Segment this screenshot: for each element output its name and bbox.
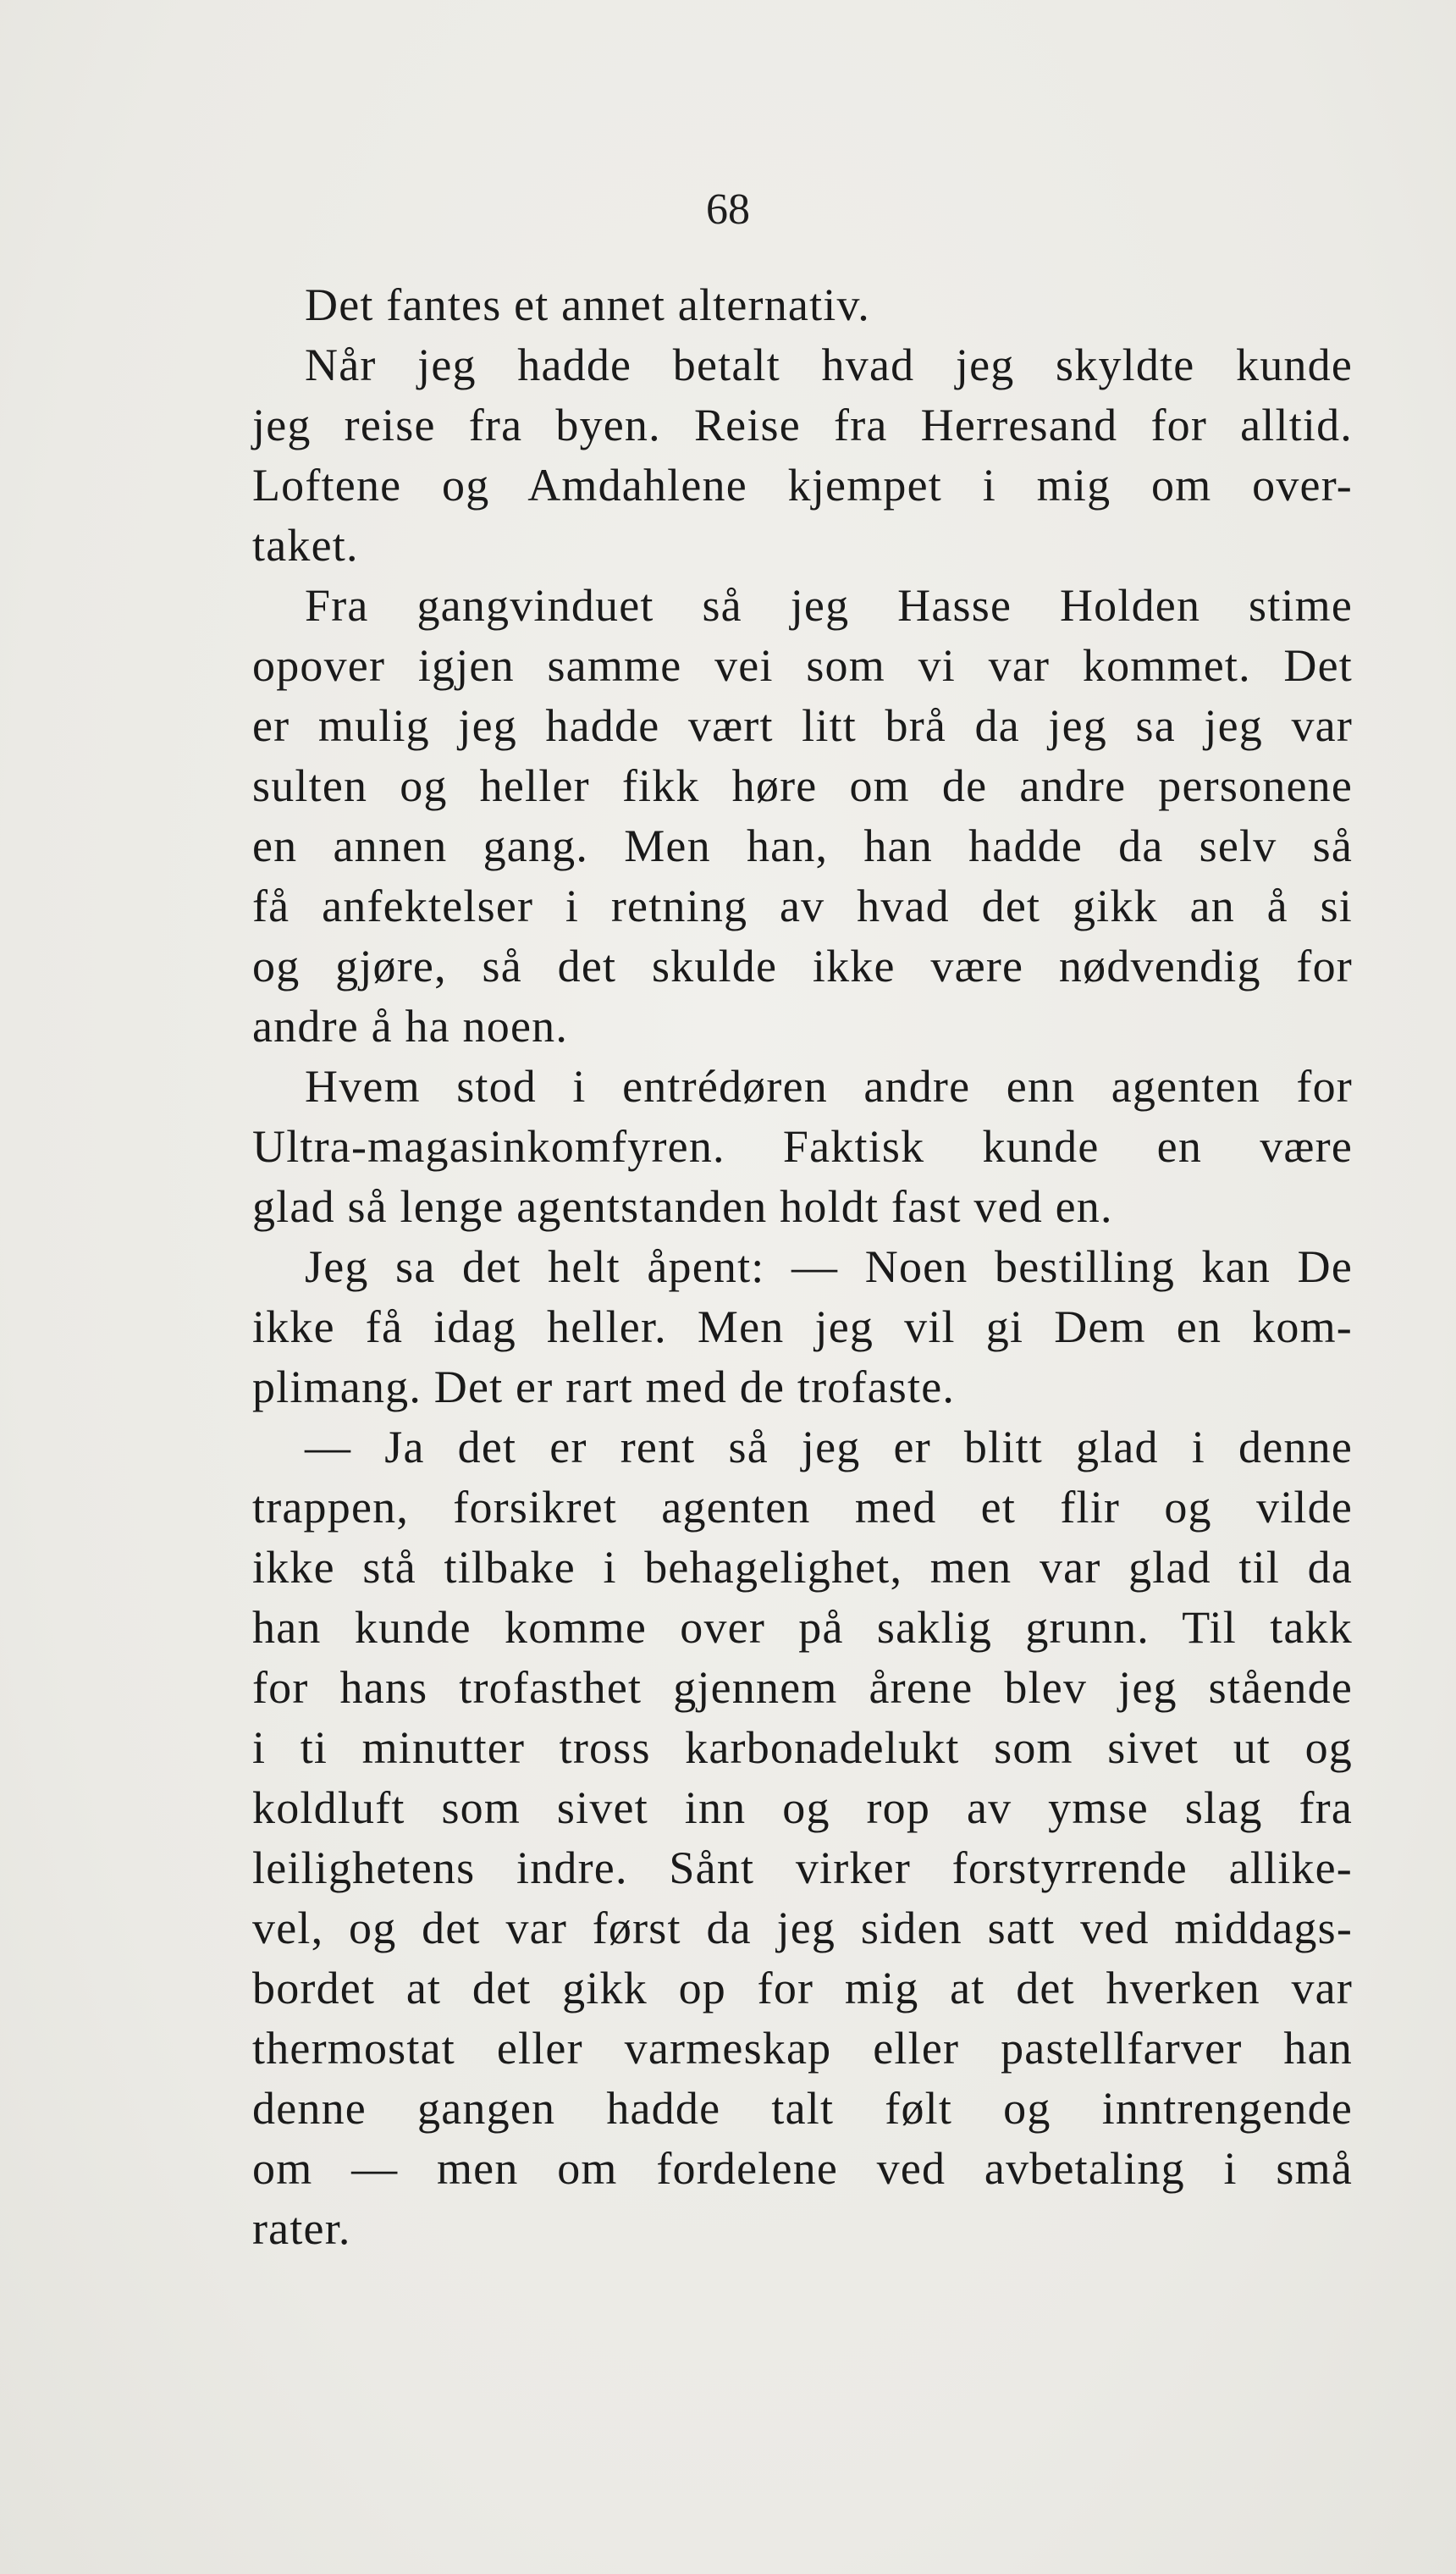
text-line: er mulig jeg hadde vært litt brå da jeg sa jeg var (252, 700, 1353, 751)
text-line: om — men om fordelene ved avbetaling i små (252, 2143, 1353, 2194)
text-line: ikke stå tilbake i behagelighet, men var glad til da (252, 1542, 1353, 1593)
text-line: Ultra-magasinkomfyren. Faktisk kunde en være (252, 1121, 1353, 1172)
text-line: for hans trofasthet gjennem årene blev jeg stående (252, 1662, 1353, 1713)
text-line: koldluft som sivet inn og rop av ymse slag fra (252, 1782, 1353, 1833)
text-line: denne gangen hadde talt følt og inntrengende (252, 2083, 1353, 2134)
text-line: leilighetens indre. Sånt virker forstyrrende allike- (252, 1842, 1353, 1893)
text-line: få anfektelser i retning av hvad det gikk an å si (252, 881, 1353, 931)
text-line: jeg reise fra byen. Reise fra Herresand for alltid. (252, 400, 1353, 450)
text-line: Fra gangvinduet så jeg Hasse Holden stime (305, 580, 1353, 631)
text-line: vel, og det var først da jeg siden satt ved middags- (252, 1903, 1353, 1953)
text-line: ikke få idag heller. Men jeg vil gi Dem en kom- (252, 1301, 1353, 1352)
text-line: taket. (252, 520, 359, 571)
page-number: 68 (706, 185, 750, 234)
body-text (252, 275, 1353, 2259)
text-line: andre å ha noen. (252, 1001, 569, 1052)
text-line: Hvem stod i entrédøren andre enn agenten for (305, 1061, 1353, 1112)
text-line: en annen gang. Men han, han hadde da selv så (252, 820, 1353, 871)
text-line: glad så lenge agentstanden holdt fast ved en. (252, 1181, 1113, 1232)
text-line: Det fantes et annet alternativ. (305, 279, 870, 330)
text-line: sulten og heller fikk høre om de andre personene (252, 760, 1353, 811)
text-line: bordet at det gikk op for mig at det hverken var (252, 1963, 1353, 2013)
text-line: plimang. Det er rart med de trofaste. (252, 1362, 956, 1412)
text-line: thermostat eller varmeskap eller pastellfarver han (252, 2023, 1353, 2074)
text-line: Loftene og Amdahlene kjempet i mig om over- (252, 460, 1353, 511)
text-line: og gjøre, så det skulde ikke være nødvendig for (252, 941, 1353, 991)
text-line: Når jeg hadde betalt hvad jeg skyldte kunde (305, 340, 1353, 390)
text-line: trappen, forsikret agenten med et flir og vilde (252, 1482, 1353, 1533)
text-line: Jeg sa det helt åpent: — Noen bestilling kan De (305, 1241, 1353, 1292)
text-line: rater. (252, 2203, 351, 2254)
text-line: — Ja det er rent så jeg er blitt glad i denne (305, 1422, 1353, 1472)
text-line: han kunde komme over på saklig grunn. Til takk (252, 1602, 1353, 1653)
text-line: opover igjen samme vei som vi var kommet. Det (252, 640, 1353, 691)
text-line: i ti minutter tross karbonadelukt som sivet ut og (252, 1722, 1353, 1773)
